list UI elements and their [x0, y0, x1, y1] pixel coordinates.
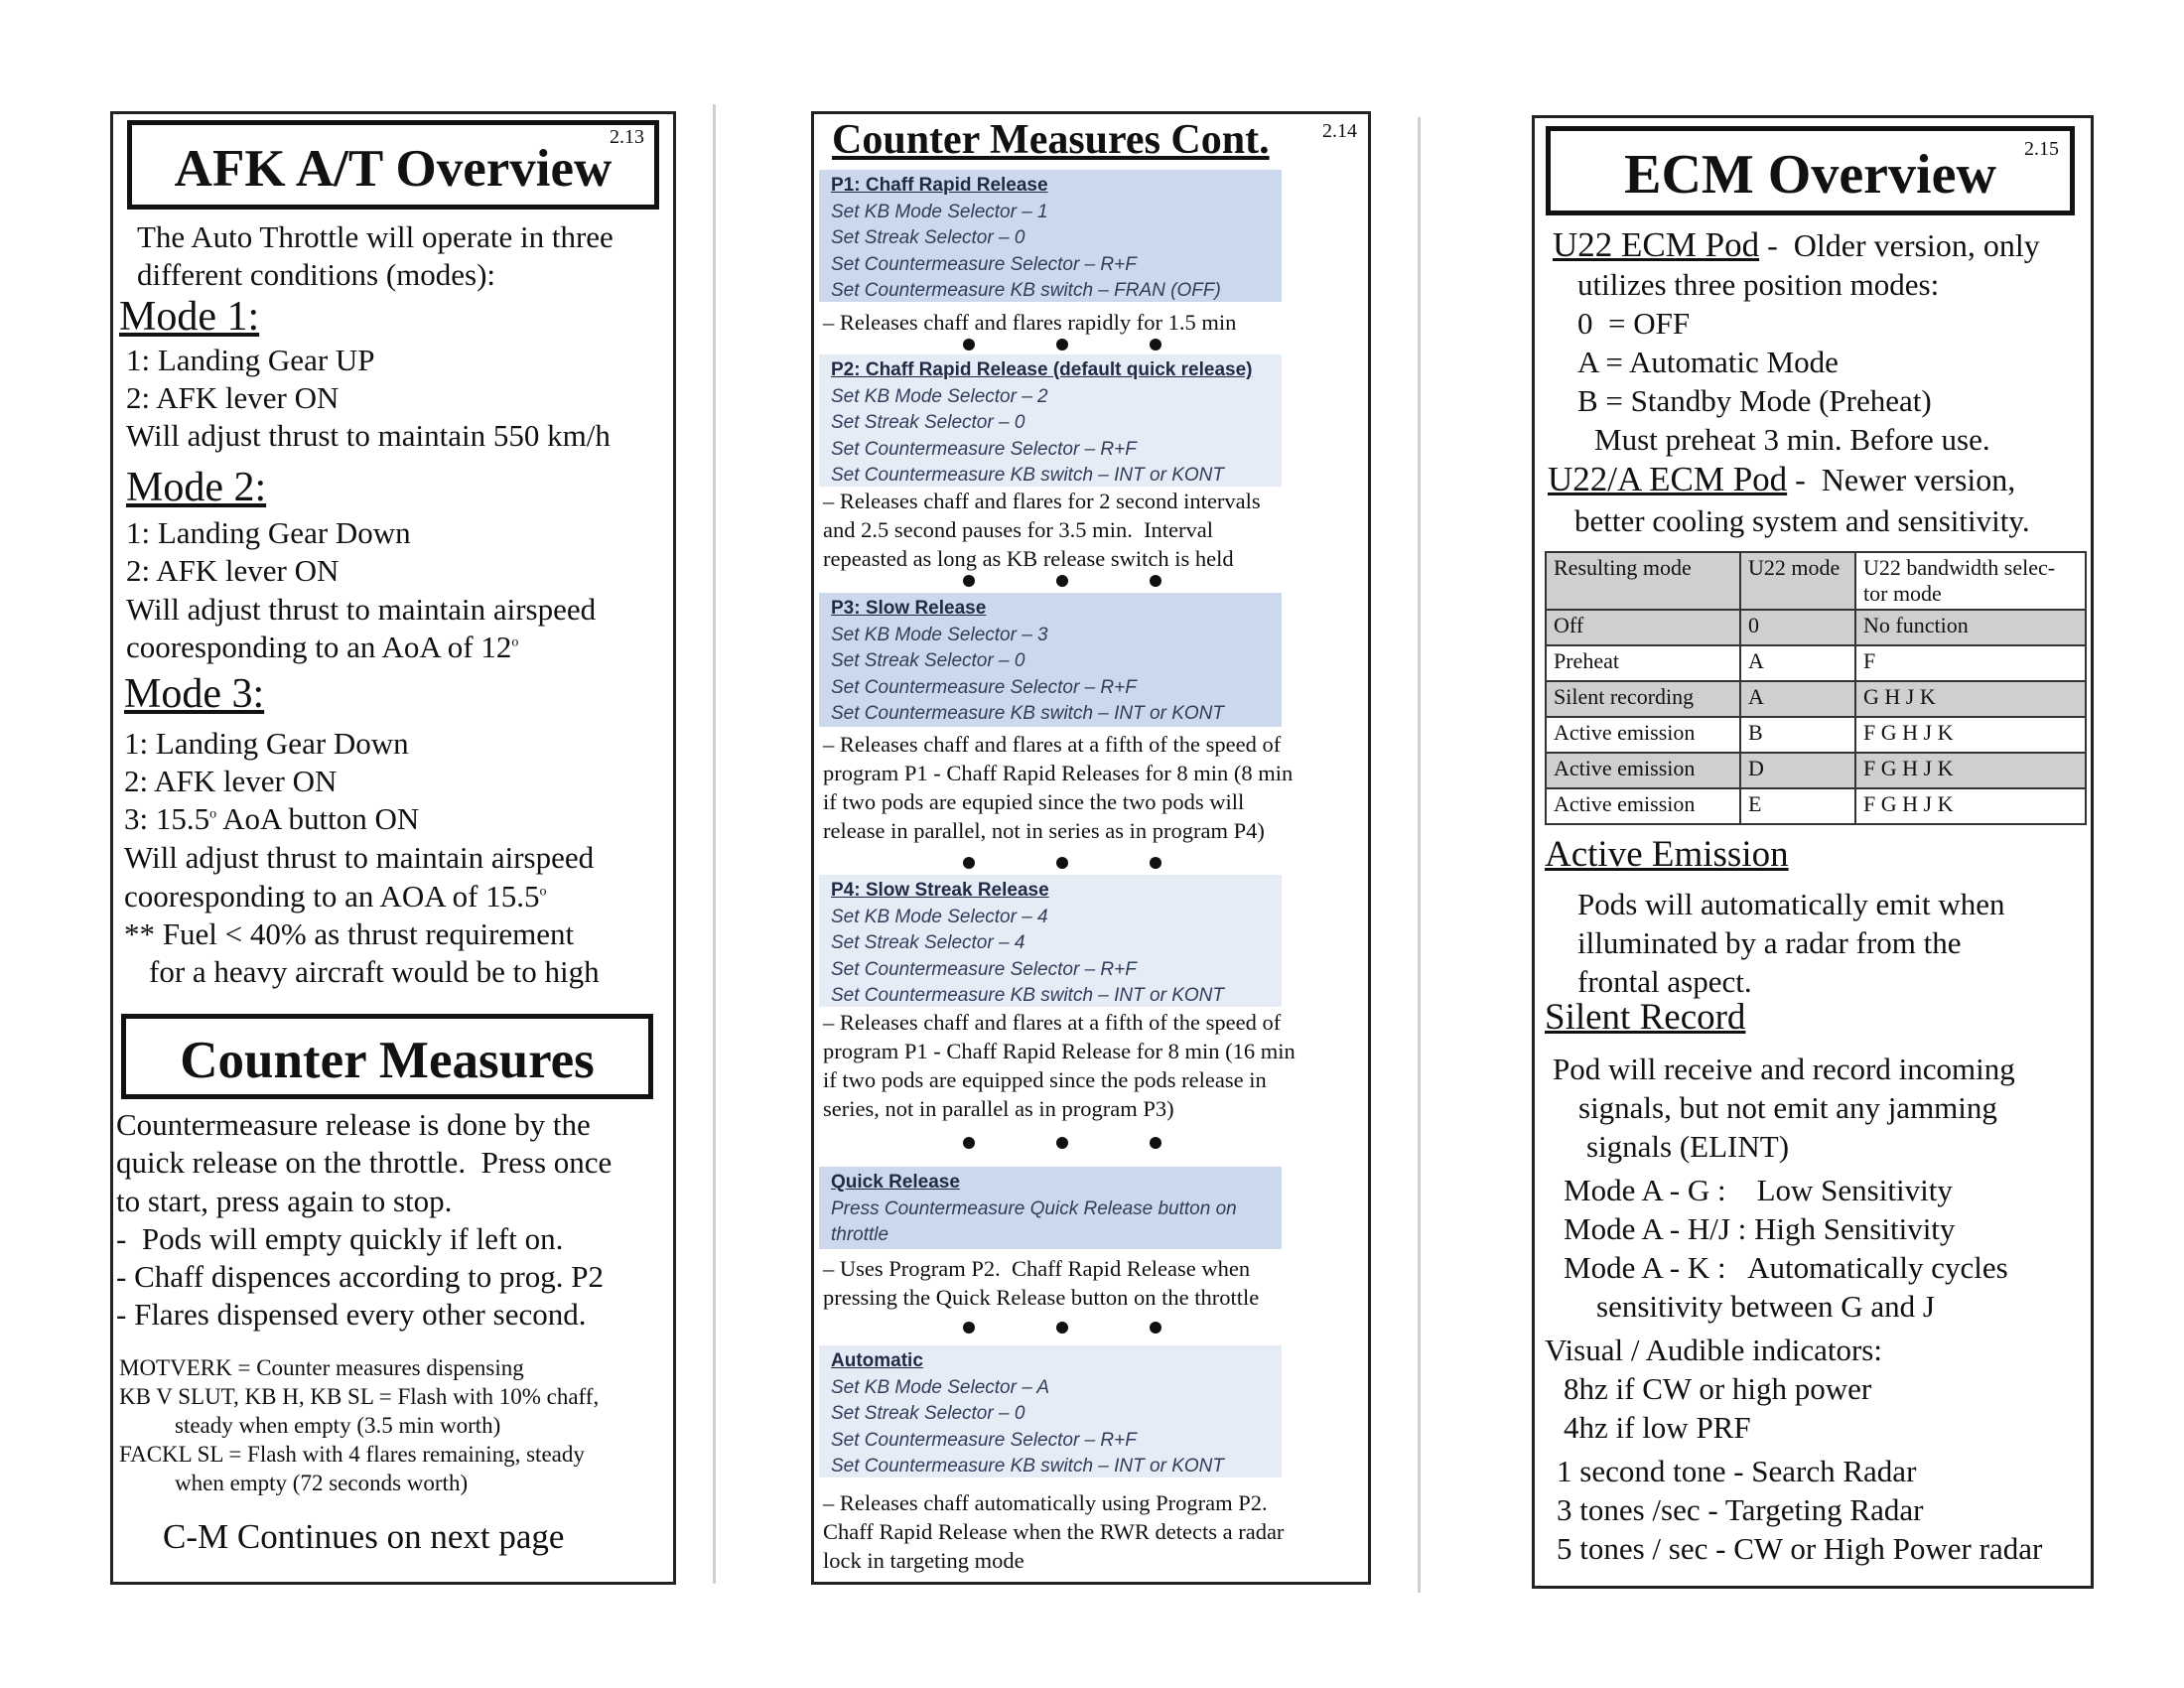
table-header: Resulting mode: [1546, 552, 1740, 610]
counter-measures-title-box: [121, 1014, 653, 1099]
sensitivity-mode-line: Mode A - G : Low Sensitivity: [1564, 1173, 1953, 1207]
afk-overview-panel: [110, 111, 676, 1585]
afk-title: AFK A/T Overview: [174, 140, 613, 198]
page-number: 2.13: [610, 126, 644, 148]
table-cell: Off: [1546, 610, 1740, 645]
program-step: Set Streak Selector – 0: [831, 650, 1025, 671]
program-step: throttle: [831, 1224, 889, 1245]
mode3-line: cooresponding to an AOA of 15.5$^o$: [124, 879, 547, 914]
table-cell: Active emission: [1546, 788, 1740, 824]
program-step: Set Streak Selector – 0: [831, 227, 1025, 248]
separator-dots: [963, 1322, 1181, 1336]
tone-line: 3 tones /sec - Targeting Radar: [1557, 1492, 1924, 1527]
indicator-legend-line: FACKL SL = Flash with 4 flares remaining, steady: [119, 1442, 585, 1467]
table-cell: F G H J K: [1855, 753, 2086, 788]
silent-record-line: signals (ELINT): [1586, 1129, 1790, 1164]
indicator-legend-line: MOTVERK = Counter measures dispensing: [119, 1355, 524, 1380]
ecm-mode-table: [1545, 551, 2087, 825]
program-step: Set Countermeasure Selector – R+F: [831, 438, 1137, 460]
u22-detail-line: 0 = OFF: [1577, 306, 1691, 341]
active-emission-line: illuminated by a radar from the: [1577, 925, 1962, 960]
program-step: Set Streak Selector – 0: [831, 1403, 1025, 1424]
table-cell: A: [1740, 681, 1855, 717]
program-step: Set Countermeasure KB switch – INT or KONT: [831, 703, 1224, 724]
program-p4-description: – Releases chaff and flares at a fifth of the speed of program P1 - Chaff Rapid Release for 8 min (16 min if two pods are equipped since the pods release in series, not in parallel as in program P3): [823, 1010, 1296, 1121]
table-cell: F G H J K: [1855, 717, 2086, 753]
mode3-line: 1: Landing Gear Down: [124, 726, 409, 761]
program-step: Set KB Mode Selector – A: [831, 1376, 1050, 1398]
mode1-line: Will adjust thrust to maintain 550 km/h: [126, 418, 611, 453]
separator-dots: [963, 857, 1181, 871]
mode2-heading: Mode 2:: [126, 465, 267, 510]
afk-title-box: [127, 120, 659, 210]
mode2-line: cooresponding to an AoA of 12$^o$: [126, 630, 519, 664]
table-cell: A: [1740, 645, 1855, 681]
indicator-line: 8hz if CW or high power: [1564, 1371, 1872, 1406]
table-cell: F: [1855, 645, 2086, 681]
mode1-line: 1: Landing Gear UP: [126, 343, 375, 377]
program-step: Set Countermeasure KB switch – INT or KONT: [831, 465, 1224, 486]
program-heading: Automatic: [831, 1350, 923, 1371]
table-header: U22 bandwidth selec- tor mode: [1855, 552, 2086, 610]
u22-detail-line: B = Standby Mode (Preheat): [1577, 383, 1932, 418]
program-p4-block: [819, 875, 1282, 1007]
mode2-line: 1: Landing Gear Down: [126, 515, 411, 550]
table-cell: Active emission: [1546, 753, 1740, 788]
automatic-block: [819, 1345, 1282, 1477]
program-heading: Quick Release: [831, 1172, 960, 1193]
program-step: Set Countermeasure Selector – R+F: [831, 676, 1137, 698]
cm-cont-title: Counter Measures Cont.: [832, 117, 1270, 163]
program-step: Set Countermeasure Selector – R+F: [831, 958, 1137, 980]
mode3-heading: Mode 3:: [124, 671, 265, 717]
table-cell: G H J K: [1855, 681, 2086, 717]
cm-line: Countermeasure release is done by the: [116, 1107, 591, 1142]
program-heading: P3: Slow Release: [831, 598, 987, 619]
cm-line: quick release on the throttle. Press once: [116, 1145, 613, 1180]
program-step: Set KB Mode Selector – 3: [831, 624, 1048, 645]
mode3-line: 3: 15.5$^o$ AoA button ON: [124, 801, 420, 836]
program-step: Set Countermeasure KB switch – INT or KONT: [831, 1456, 1224, 1477]
mode1-heading: Mode 1:: [119, 294, 260, 340]
active-emission-line: Pods will automatically emit when: [1577, 887, 2005, 921]
cm-line: to start, press again to stop.: [116, 1184, 453, 1218]
silent-record-line: Pod will receive and record incoming: [1553, 1052, 2015, 1086]
silent-record-heading: Silent Record: [1545, 997, 1746, 1038]
table-cell: No function: [1855, 610, 2086, 645]
mode3-line: ** Fuel < 40% as thrust requirement: [124, 916, 575, 951]
program-step: Set Countermeasure Selector – R+F: [831, 1429, 1137, 1451]
ecm-overview-panel: [1532, 115, 2094, 1589]
ecm-title-box: [1546, 126, 2075, 215]
u22a-detail-line: better cooling system and sensitivity.: [1574, 503, 2030, 538]
program-heading: P1: Chaff Rapid Release: [831, 175, 1048, 196]
program-step: Set KB Mode Selector – 4: [831, 906, 1048, 927]
table-cell: D: [1740, 753, 1855, 788]
program-p1-block: [819, 170, 1282, 302]
indicator-legend-line: when empty (72 seconds worth): [175, 1471, 469, 1495]
program-step: Set Countermeasure KB switch – INT or KONT: [831, 985, 1224, 1006]
program-p2-description: – Releases chaff and flares for 2 second intervals and 2.5 second pauses for 3.5 min. Interval repeasted as long as KB release switch is held: [823, 489, 1261, 571]
table-cell: F G H J K: [1855, 788, 2086, 824]
ecm-title: ECM Overview: [1624, 144, 1996, 206]
column-divider-left: [713, 104, 716, 1584]
program-step: Set Countermeasure KB switch – FRAN (OFF): [831, 280, 1221, 301]
program-step: Set Streak Selector – 4: [831, 932, 1025, 953]
indicator-legend-line: steady when empty (3.5 min worth): [175, 1413, 501, 1438]
program-p3-block: [819, 593, 1282, 727]
active-emission-heading: Active Emission: [1545, 834, 1789, 875]
u22-pod-line: U22 ECM Pod - Older version, only: [1553, 225, 2040, 264]
u22-detail-line: A = Automatic Mode: [1577, 345, 1839, 379]
tone-line: 1 second tone - Search Radar: [1557, 1454, 1917, 1488]
continues-note: C-M Continues on next page: [163, 1517, 565, 1556]
table-cell: Preheat: [1546, 645, 1740, 681]
automatic-description: – Releases chaff automatically using Program P2. Chaff Rapid Release when the RWR detects a radar lock in targeting mode: [823, 1490, 1285, 1573]
separator-dots: [963, 575, 1181, 589]
sensitivity-mode-line: Mode A - K : Automatically cycles: [1564, 1250, 2008, 1285]
cm-line: - Chaff dispences according to prog. P2: [116, 1259, 605, 1294]
mode2-line: 2: AFK lever ON: [126, 553, 340, 588]
counter-measures-title: Counter Measures: [180, 1032, 595, 1089]
column-divider-right: [1418, 117, 1421, 1593]
page-number: 2.14: [1322, 120, 1357, 142]
active-emission-line: frontal aspect.: [1577, 964, 1752, 999]
afk-intro-line: different conditions (modes):: [137, 257, 496, 292]
program-heading: P4: Slow Streak Release: [831, 880, 1049, 901]
program-p3-description: – Releases chaff and flares at a fifth of the speed of program P1 - Chaff Rapid Releases for 8 min (8 min if two pods are equpied since the two pods will release in parallel, not in series as in program P4): [823, 732, 1294, 843]
afk-intro-line: The Auto Throttle will operate in three: [137, 219, 614, 254]
program-step: Set Streak Selector – 0: [831, 412, 1025, 433]
u22a-pod-line: U22/A ECM Pod - Newer version,: [1548, 460, 2016, 498]
sensitivity-mode-line: Mode A - H/J : High Sensitivity: [1564, 1211, 1956, 1246]
quick-release-description: – Uses Program P2. Chaff Rapid Release when pressing the Quick Release button on the throttle: [823, 1256, 1260, 1310]
program-step: Set Countermeasure Selector – R+F: [831, 253, 1137, 275]
mode2-line: Will adjust thrust to maintain airspeed: [126, 592, 597, 627]
mode3-line: Will adjust thrust to maintain airspeed: [124, 840, 595, 875]
separator-dots: [963, 1137, 1181, 1151]
quick-release-block: [819, 1167, 1282, 1249]
mode1-line: 2: AFK lever ON: [126, 380, 340, 415]
table-cell: B: [1740, 717, 1855, 753]
program-p2-block: [819, 354, 1282, 487]
cm-line: - Pods will empty quickly if left on.: [116, 1221, 564, 1256]
u22-detail-line: Must preheat 3 min. Before use.: [1594, 422, 1990, 457]
indicators-heading: Visual / Audible indicators:: [1545, 1333, 1882, 1367]
mode3-line: 2: AFK lever ON: [124, 764, 338, 798]
table-cell: E: [1740, 788, 1855, 824]
program-step: Set KB Mode Selector – 2: [831, 385, 1048, 407]
indicator-legend-line: KB V SLUT, KB H, KB SL = Flash with 10% chaff,: [119, 1384, 600, 1409]
sensitivity-mode-line: sensitivity between G and J: [1596, 1289, 1935, 1324]
silent-record-line: signals, but not emit any jamming: [1578, 1090, 1997, 1125]
separator-dots: [963, 339, 1181, 352]
tone-line: 5 tones / sec - CW or High Power radar: [1557, 1531, 2043, 1566]
program-step: Set KB Mode Selector – 1: [831, 201, 1048, 222]
table-cell: 0: [1740, 610, 1855, 645]
table-cell: Active emission: [1546, 717, 1740, 753]
program-heading: P2: Chaff Rapid Release (default quick release): [831, 359, 1253, 380]
indicator-line: 4hz if low PRF: [1564, 1410, 1751, 1445]
mode3-line: for a heavy aircraft would be to high: [149, 954, 600, 989]
cm-line: - Flares dispensed every other second.: [116, 1297, 587, 1332]
program-p1-description: – Releases chaff and flares rapidly for 1.5 min: [823, 310, 1237, 335]
u22-detail-line: utilizes three position modes:: [1577, 267, 1940, 302]
counter-measures-cont-panel: [811, 111, 1371, 1585]
table-cell: Silent recording: [1546, 681, 1740, 717]
table-header: U22 mode: [1740, 552, 1855, 610]
program-step: Press Countermeasure Quick Release button on: [831, 1197, 1237, 1219]
page-number: 2.15: [2024, 138, 2059, 160]
